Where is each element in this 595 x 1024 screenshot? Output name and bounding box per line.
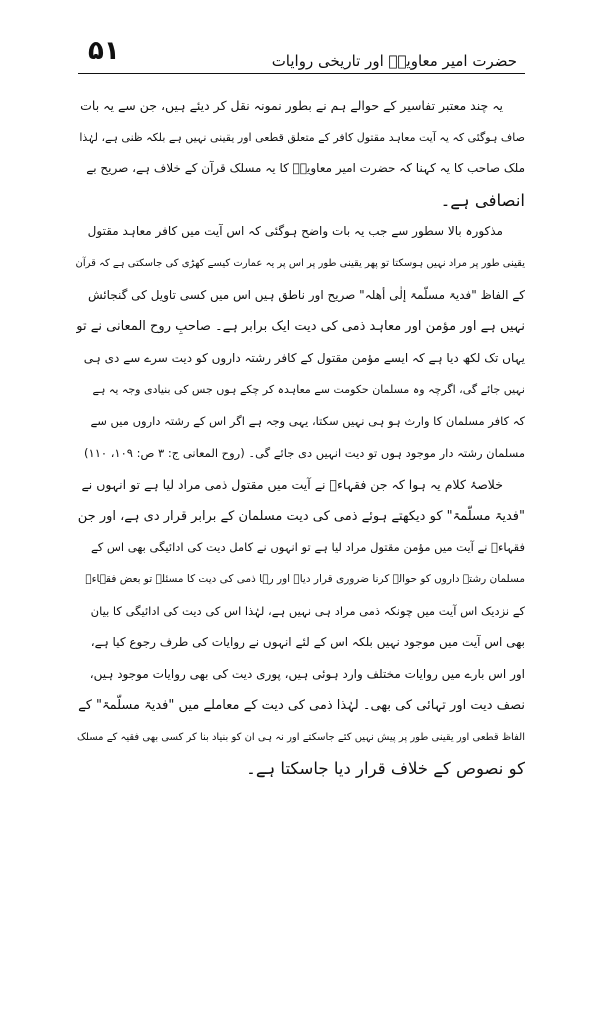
text-line: کہ کافر مسلمان کا وارث ہو ہی نہیں سکتا، یہی وجہ ہے اگر اس کے رشتہ داروں میں سے xyxy=(90,413,525,428)
text-line: یہ چند معتبر تفاسیر کے حوالے ہم نے بطور نمونہ نقل کر دیئے ہیں، جن سے یہ بات xyxy=(80,98,503,113)
paragraph-2 xyxy=(76,216,525,469)
header-divider xyxy=(78,73,525,74)
text-line: کے نزدیک اس آیت میں چونکہ ذمی مراد ہی نہیں ہے، لہٰذا اس کی دیت کی ادائیگی کا بیان xyxy=(90,603,525,618)
text-line: ملک صاحب کا یہ کہنا کہ حضرت امیر معاویہؓ کا یہ مسلک قرآن کے خلاف ہے، صریح بے xyxy=(86,161,525,176)
text-line: مذکورہ بالا سطور سے جب یہ بات واضح ہوگئی کہ اس آیت میں کافر معاہد مقتول xyxy=(87,224,503,239)
text-line: فقہاءؒ نے آیت میں مؤمن مقتول مراد لیا ہے تو انہوں نے کامل دیت کی ادائیگی بھی اس کے xyxy=(91,540,525,555)
text-line: اور اس بارے میں روایات مختلف وارد ہوئی ہیں، پوری دیت کی بھی روایات موجود ہیں، xyxy=(89,666,525,681)
text-line: انصافی ہے۔ xyxy=(440,190,525,210)
page-number: ۵۱ xyxy=(88,36,120,66)
text-line: مسلمان رشتہ داروں کو حوالے کرنا ضروری قرار دیا۔ اور رہا ذمی کی دیت کا مسئلہ تو بعض فقہاءؒ xyxy=(85,572,525,585)
text-line: مسلمان رشتہ دار موجود ہوں تو دیت انہیں دی جائے گی۔ (روح المعانی ج: ۳ ص: ۱۰۹، ۱۱۰) xyxy=(84,445,525,460)
page-header xyxy=(0,0,595,72)
text-line: "فدیۃ مسلّمۃ" کو دیکھتے ہوئے ذمی کی دیت مسلمان کے برابر قرار دی ہے، اور جن xyxy=(77,508,525,524)
text-line: الفاظ قطعی اور یقینی طور پر پیش نہیں کئے جاسکتے اور نہ ہی ان کو بنیاد بنا کر کسی بھی فقیہ کے مسلک xyxy=(76,731,525,743)
running-title: حضرت امیر معاویہؓ اور تاریخی روایات xyxy=(271,52,517,70)
body-text xyxy=(76,90,525,785)
text-line: نہیں ہے اور مؤمن اور معاہد ذمی کی دیت ایک برابر ہے۔ صاحبِ روح المعانی نے تو xyxy=(76,319,525,335)
text-line: کے الفاظ "فدیۃ مسلّمۃ إلٰی أھلہ" صریح اور ناطق ہیں اس میں کسی تاویل کی گنجائش xyxy=(87,287,525,302)
text-line: کو نصوص کے خلاف قرار دیا جاسکتا ہے۔ xyxy=(246,759,525,779)
text-line: خلاصۂ کلام یہ ہوا کہ جن فقہاءؒ نے آیت میں مقتول ذمی مراد لیا ہے تو انہوں نے xyxy=(81,477,503,493)
text-line: نہیں جائے گی، اگرچہ وہ مسلمان حکومت سے معاہدہ کر چکے ہوں جس کی بنیادی وجہ یہ ہے xyxy=(92,383,525,397)
text-line: نصف دیت اور تہائی کی بھی۔ لہٰذا ذمی کی دیت کے معاملے میں "فدیۃ مسلّمۃ" کے xyxy=(78,698,525,714)
text-line: صاف ہوگئی کہ یہ آیت معاہد مقتول کافر کے متعلق قطعی اور یقینی نہیں ہے بلکہ ظنی ہے، لہٰذا xyxy=(79,130,525,144)
paragraph-1 xyxy=(76,90,525,216)
text-line: یہاں تک لکھ دیا ہے کہ ایسے مؤمن مقتول کے کافر رشتہ داروں کو دیت سرے سے دی ہی xyxy=(83,350,525,365)
text-line: یقینی طور پر مراد نہیں ہوسکتا تو پھر یقینی طور پر اس پر یہ عمارت کیسے کھڑی کی جاسکتی ہے کہ قرآن xyxy=(76,257,525,269)
paragraph-3 xyxy=(76,469,525,785)
text-line: بھی اس آیت میں موجود نہیں بلکہ اس کے لئے انہوں نے روایات کی طرف رجوع کیا ہے، xyxy=(90,635,525,650)
